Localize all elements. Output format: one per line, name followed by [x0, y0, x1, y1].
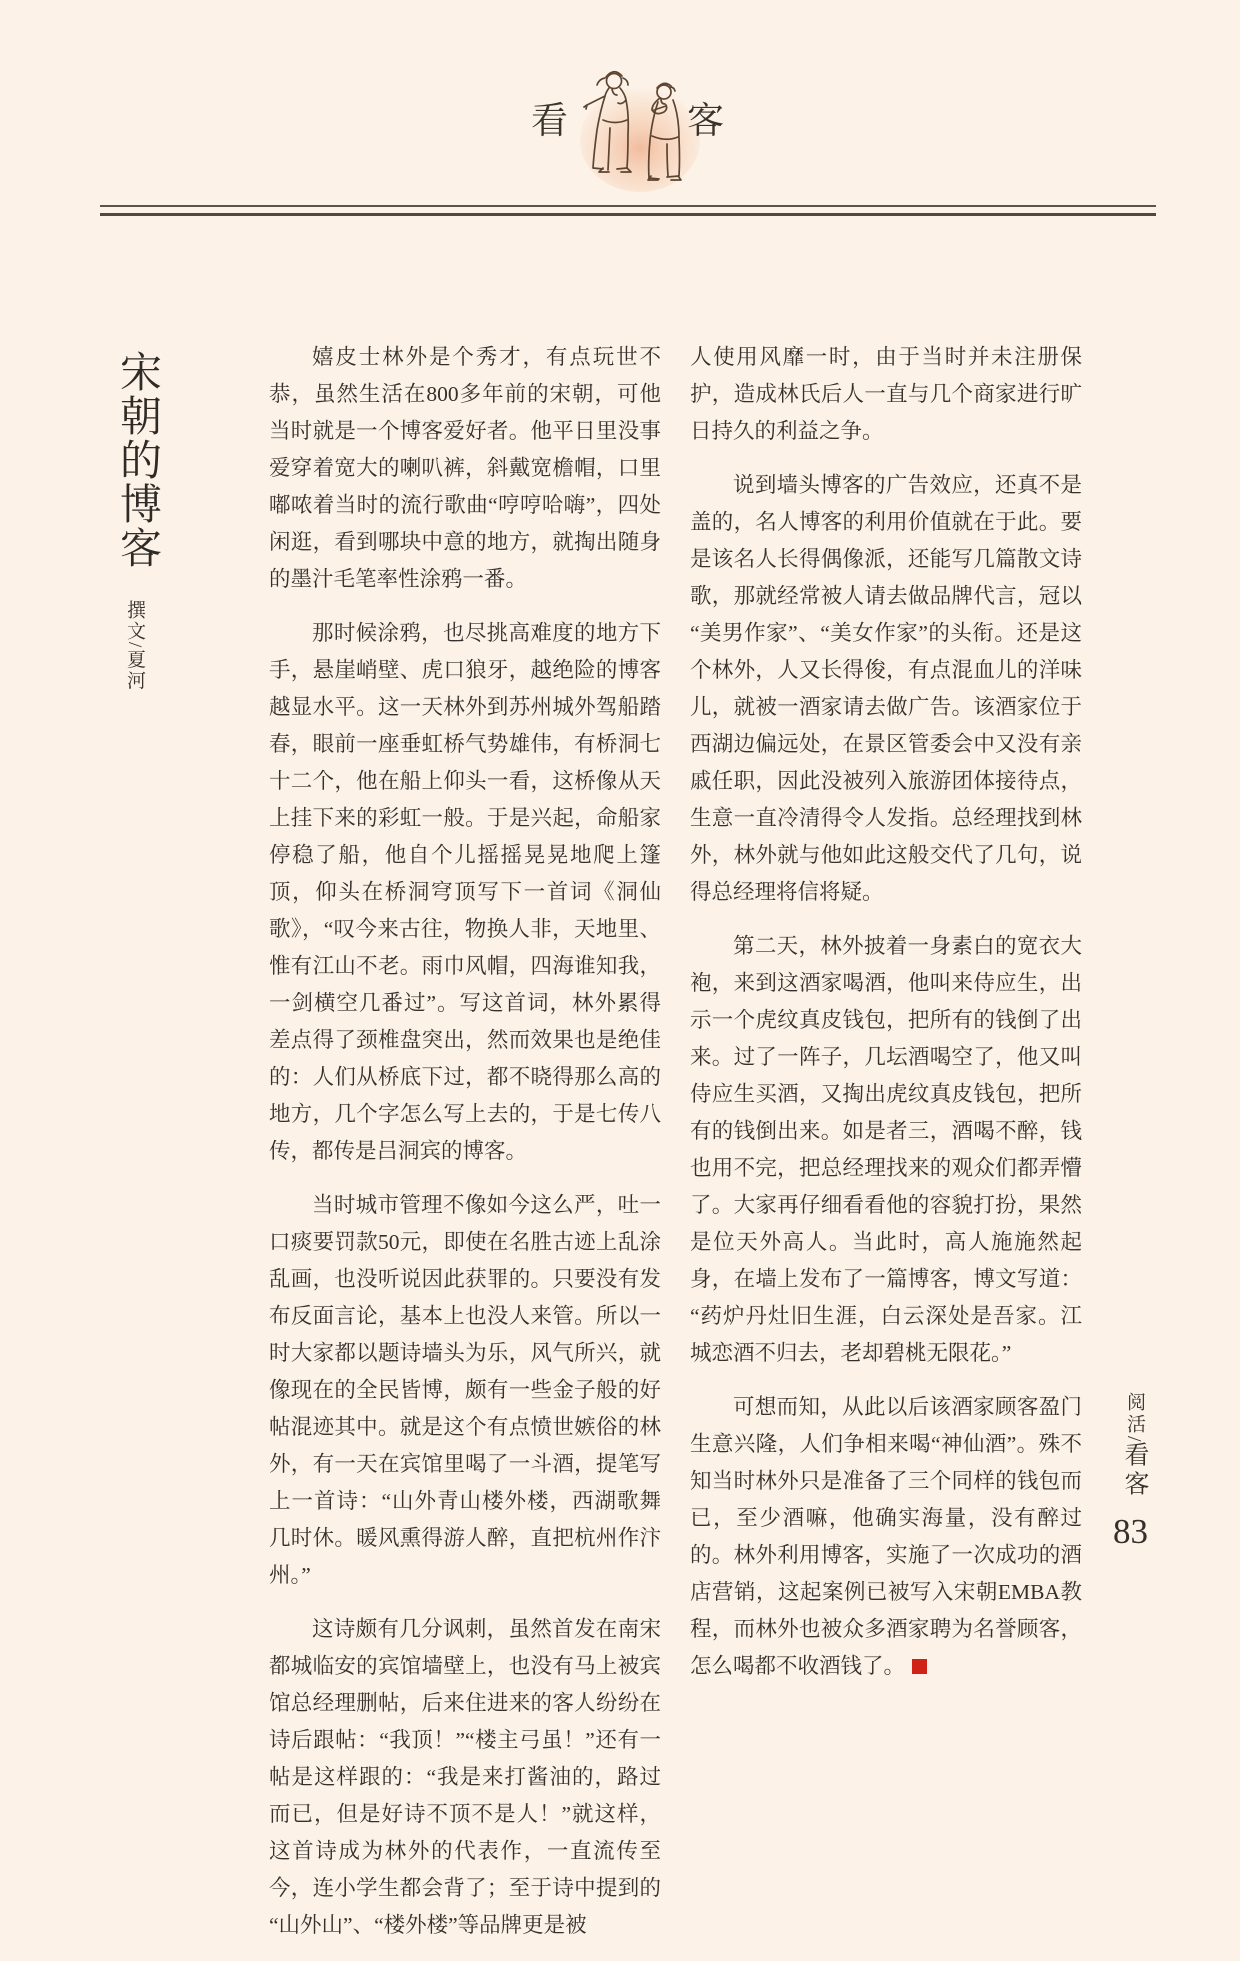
paragraph: 人使用风靡一时，由于当时并未注册保护，造成林氏后人一直与几个商家进行旷日持久的利益之争。 [690, 345, 1082, 443]
section-label-slash: / [1123, 1436, 1145, 1442]
article-byline: 撰文/夏河 [124, 600, 145, 692]
page-number: 83 [1113, 1512, 1148, 1551]
paragraph: 第二天，林外披着一身素白的宽衣大袍，来到这酒家喝酒，他叫来侍应生，出示一个虎纹真皮钱包，把所有的钱倒了出来。过了一阵子，几坛酒喝空了，他又叫侍应生买酒，又掏出虎纹真皮钱包，把所有的钱倒出来。如是者三，酒喝不醉，钱也用不完，把总经理找来的观众们都弄懵了。大家再仔细看看他的容貌打扮，果然是位天外高人。当此时，高人施施然起身，在墙上发布了一篇博客，博文写道：“药炉丹灶旧生涯，白云深处是吾家。江城恋酒不归去，老却碧桃无限花。” [690, 934, 1082, 1365]
paragraph: 说到墙头博客的广告效应，还真不是盖的，名人博客的利用价值就在于此。要是该名人长得偶像派，还能写几篇散文诗歌，那就经常被人请去做品牌代言，冠以“美男作家”、“美女作家”的头衔。还是这个林外，人又长得俊，有点混血儿的洋味儿，就被一酒家请去做广告。该酒家位于西湖边偏远处，在景区管委会中又没有亲戚任职，因此没被列入旅游团体接待点，生意一直冷清得令人发指。总经理找到林外，林外就与他如此这般交代了几句，说得总经理将信将疑。 [690, 473, 1082, 904]
section-label-big: 看客 [1121, 1441, 1148, 1500]
paragraph-text: 可想而知，从此以后该酒家顾客盈门生意兴隆，人们争相来喝“神仙酒”。殊不知当时林外只是准备了三个同样的钱包而已，至少酒嘛，他确实海量，没有醉过的。林外利用博客，实施了一次成功的酒店营销，这起案例已被写入宋朝EMBA教程，而林外也被众多酒家聘为名誉顾客，怎么喝都不收酒钱了。 [690, 1395, 1082, 1678]
article-end-mark [912, 1659, 927, 1674]
paragraph: 当时城市管理不像如今这么严，吐一口痰要罚款50元，即使在名胜古迹上乱涂乱画，也没听说因此获罪的。只要没有发布反面言论，基本上也没人来管。所以一时大家都以题诗墙头为乐，风气所兴，就像现在的全民皆博，颇有一些金子般的好帖混迹其中。就是这个有点愤世嫉俗的林外，有一天在宾馆里喝了一斗酒，提笔写上一首诗：“山外青山楼外楼，西湖歌舞几时休。暖风熏得游人醉，直把杭州作汴州。” [269, 1193, 661, 1587]
left-column [269, 339, 661, 1961]
right-column [690, 339, 1082, 1702]
paragraph: 这诗颇有几分讽刺，虽然首发在南宋都城临安的宾馆墙壁上，也没有马上被宾馆总经理删帖，后来住进来的客人纷纷在诗后跟帖：“我顶！”“楼主弓虽！”还有一帖是这样跟的：“我是来打酱油的，路过而已，但是好诗不顶不是人！”就这样，这首诗成为林外的代表作，一直流传至今，连小学生都会背了；至于诗中提到的“山外山”、“楼外楼”等品牌更是被 [269, 1617, 661, 1937]
paragraph: 那时候涂鸦，也尽挑高难度的地方下手，悬崖峭壁、虎口狼牙，越绝险的博客越显水平。这一天林外到苏州城外驾船踏春，眼前一座垂虹桥气势雄伟，有桥洞七十二个，他在船上仰头一看，这桥像从天上挂下来的彩虹一般。于是兴起，命船家停稳了船，他自个儿摇摇晃晃地爬上篷顶，仰头在桥洞穹顶写下一首词《洞仙歌》，“叹今来古往，物换人非，天地里、惟有江山不老。雨巾风帽，四海谁知我，一剑横空几番过”。写这首词，林外累得差点得了颈椎盘突出，然而效果也是绝佳的：人们从桥底下过，都不晓得那么高的地方，几个字怎么写上去的，于是七传八传，都传是吕洞宾的博客。 [269, 621, 661, 1163]
header-divider [100, 205, 1156, 216]
paragraph: 嬉皮士林外是个秀才，有点玩世不恭，虽然生活在800多年前的宋朝，可他当时就是一个博客爱好者。他平日里没事爱穿着宽大的喇叭裤，斜戴宽檐帽，口里嘟哝着当时的流行歌曲“哼哼哈嗨”，四处闲逛，看到哪块中意的地方，就掏出随身的墨汁毛笔率性涂鸦一番。 [269, 345, 661, 591]
header-char-ke: 客 [687, 101, 724, 142]
header-char-kan: 看 [531, 101, 568, 142]
article-title: 宋朝的博客 [114, 350, 160, 570]
section-label [1122, 1392, 1147, 1500]
section-label-small: 阅活 [1124, 1392, 1145, 1436]
paragraph [690, 1389, 1082, 1685]
